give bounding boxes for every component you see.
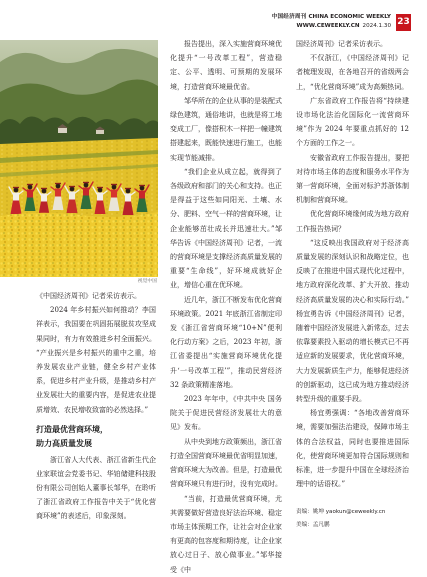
article-paragraph: 广东省政府工作报告将“持续建设市场化法治化国际化一流营商环境”作为 2024 年要重点抓好的 12 个方面的工作之一。 — [296, 96, 409, 148]
section-heading — [36, 423, 156, 452]
masthead-title-line — [272, 13, 391, 22]
article-paragraph: 国经济周刊》记者采访表示。 — [296, 40, 387, 48]
article-paragraph: 不仅浙江，《中国经济周刊》记者梳理发现，在各地召开的省级两会上，“优化营商环境”成为高频热词。 — [296, 54, 409, 91]
magazine-name-cn: 中国经济周刊 — [271, 14, 307, 20]
section-heading-line: 打造最优营商环境， — [36, 424, 108, 434]
article-paragraph: “我们企业从成立起，就得到了各级政府和部门的关心和支持。也正是得益于这些如同阳光、土壤、水分、肥料、空气一样的营商环境，让企业能够茁壮成长并迅速壮大。”邹华告诉《中国经济周刊》记者，一流的营商环境是支撑经济高质量发展的重要“生命线”，好环境成就好企业，增信心重在优环境。 — [170, 167, 282, 290]
editor-credit: 责编：姚坤 yaokun@ceweekly.cn — [296, 509, 386, 515]
article-photo — [0, 40, 158, 277]
article-column-right — [296, 37, 409, 499]
designer-credit: 美编：孟凡鹏 — [296, 522, 330, 528]
article-paragraph: 安徽省政府工作报告提出，要把对待市场主体的态度和服务水平作为第一营商环境，全面对标沪苏浙体制机制和营商环境。 — [296, 153, 409, 205]
magazine-name-en: CHINA ECONOMIC WEEKLY — [308, 14, 391, 20]
article-paragraph: 2023 年年中，《中共中央 国务院关于促进民营经济发展壮大的意见》发布。 — [170, 395, 282, 432]
article-paragraph: 《中国经济周刊》记者采访表示。 — [36, 292, 141, 300]
article-paragraph: 邹华所在的企业从事的是装配式绿色建筑，通俗地讲，也就是将工地变成工厂，像搭积木一样把一幢建筑搭建起来，既能快速进行施工，也能实现节能减排。 — [170, 96, 282, 162]
photo-foreground-flowers — [0, 212, 158, 277]
photo-hills — [0, 49, 158, 152]
page-number: 23 — [396, 14, 411, 31]
article-paragraph: “这反映出我国政府对于经济高质量发展的深刻认识和战略定位，也反映了在推进中国式现代化过程中，地方政府深化改革、扩大开放、推动经济高质量发展的决心和实际行动。”杨宜勇告诉《中国经济周刊》记者，随着中国经济发展进入新常态，过去依靠要素投入驱动的增长模式已不再适应新的发展要求，优化营商环境，大力发展新质生产力，能够促进经济的创新驱动，这已成为地方推动经济转型升级的重要手段。 — [296, 238, 409, 404]
article-column-middle — [170, 37, 282, 574]
masthead — [272, 13, 391, 30]
article-paragraph: 从中央到地方政策频出，浙江省打造全国营商环境最优省明显加速，营商环境大为改善。但是，打造最优营商环境只有进行时，没有完成时。 — [170, 437, 282, 489]
article-question: 优化营商环境缘何成为地方政府工作报告热词？ — [296, 210, 409, 233]
masthead-info-line — [272, 22, 391, 31]
article-paragraph: 杨宜勇强调：“各地改善营商环境，需要加强法治建设，保障市场主体的合法权益，同时也要推进国际化，使营商环境更加符合国际规则和标准，进一步提升中国在全球经济治理中的话语权。” — [296, 409, 409, 489]
article-paragraph: 2024 年乡村振兴如何推动？李国祥表示，我国要在巩固拓展脱贫攻坚成果同时，有力有效推进乡村全面振兴。“产业振兴是乡村振兴的重中之重，培养发展农业产业链，健全乡村产业体系，促进乡村产业升级，是推动乡村产业发展壮大的重要内容，是促进农业提质增效、农民增收致富的必然选择。” — [36, 306, 156, 414]
website: WWW.CEWEEKLY.CN — [296, 22, 360, 29]
staff-credits — [296, 506, 409, 532]
article-paragraph: “当前，打造最优营商环境，尤其需要做好营造良好法治环境、稳定市场主体预期工作，让社会对企业家有更高的包容度和期待度，让企业家放心过日子、放心做事业。”邹华接受《中 — [170, 494, 282, 574]
article-column-left — [36, 289, 156, 551]
article-paragraph: 报告提出，深入实施营商环境优化提升“一号改革工程”，营造稳定、公平、透明、可预期的发展环境，打造营商环境最优省。 — [170, 40, 282, 91]
photo-credit: 视觉中国 — [137, 279, 157, 284]
photo-image — [0, 40, 158, 277]
issue-date: 2024.1.30 — [362, 22, 391, 29]
section-heading-line: 助力高质量发展 — [36, 439, 92, 449]
article-paragraph: 浙江省人大代表、浙江省新生代企业家联谊会党委书记、华铂储建科技股份有限公司创始人董事长邹华，在聆听了浙江省政府工作报告中关于“优化营商环境”的表述后，印象深刻。 — [36, 455, 156, 521]
article-paragraph: 近几年，浙江不断发布优化营商环境政策。2021 年底浙江省制定印发《浙江省营商环境“10+N”便利化行动方案》之后，2023 年初，浙江省委提出“实施营商环境优化提升‘一号改革工程’”，推动民营经济 32 条政策精准落地。 — [170, 295, 282, 389]
